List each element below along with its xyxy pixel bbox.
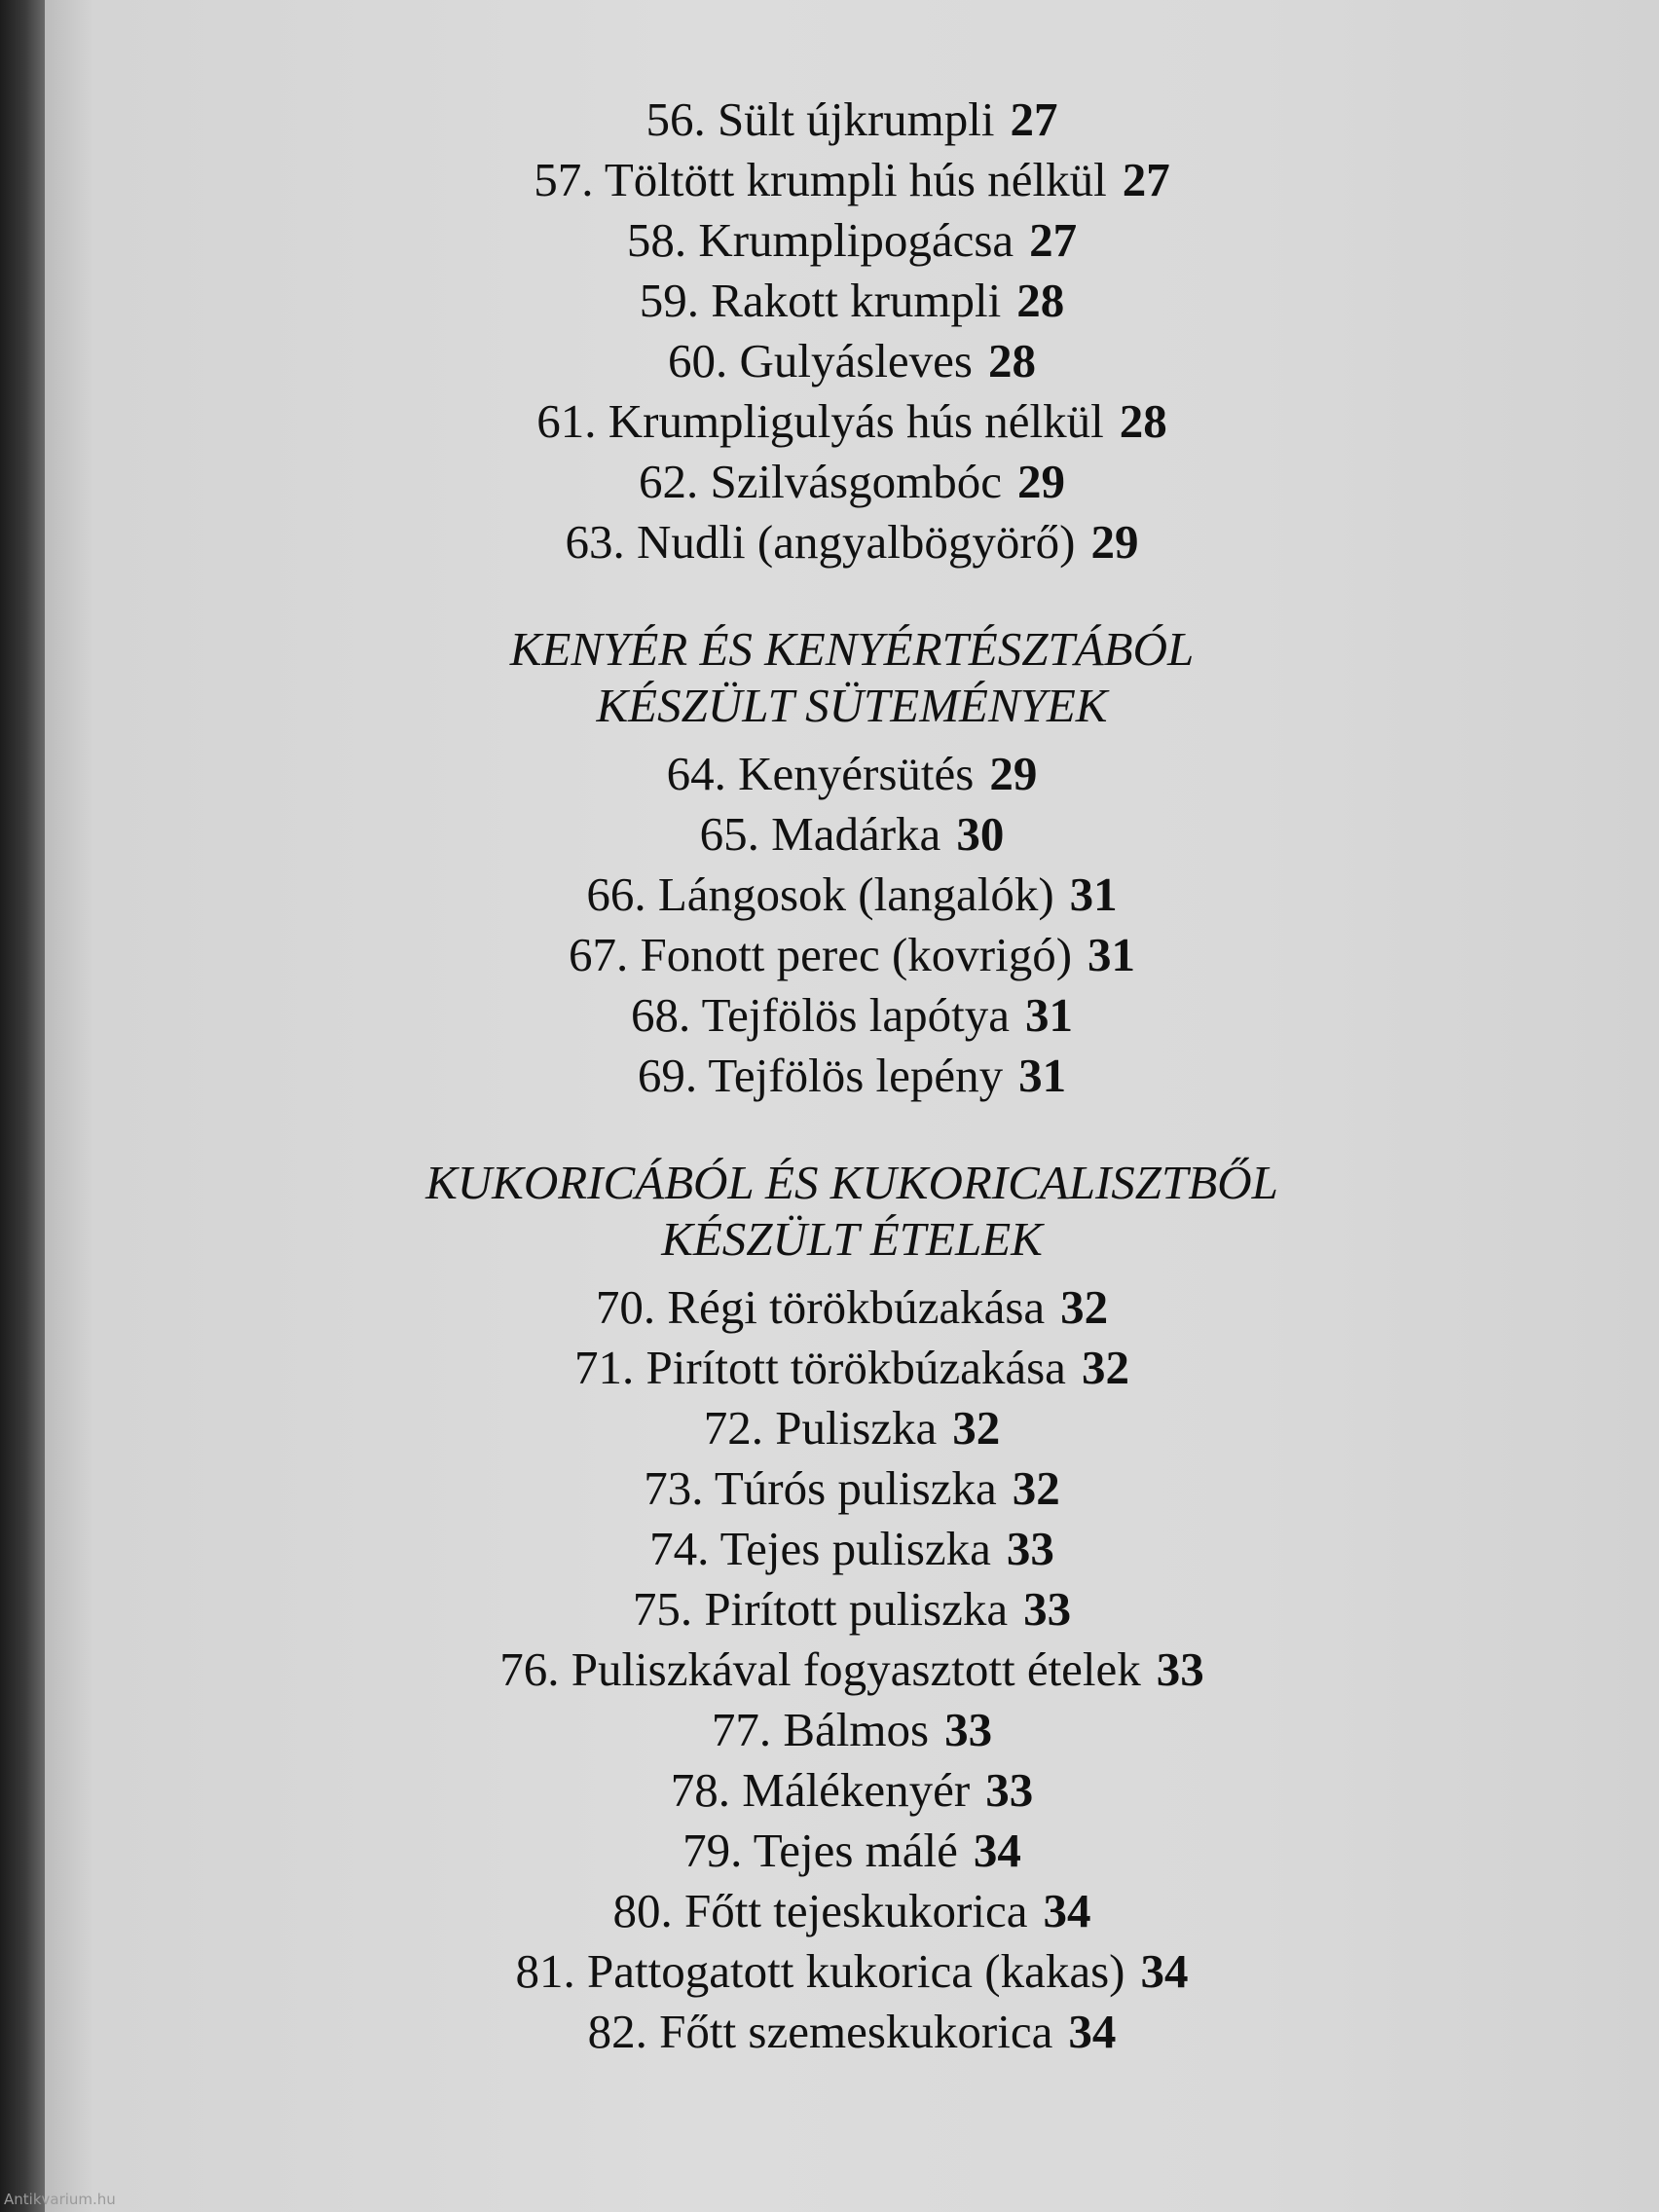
toc-entry [45,985,1659,1046]
toc-entry-page: 27 [1010,92,1058,146]
toc-entry-page: 31 [1018,1049,1067,1102]
toc-entry-title: 58. Krumplipogácsa [626,213,1014,267]
toc-entry-title: 64. Kenyérsütés [666,747,975,800]
toc-entry-title: 61. Krumpligulyás hús nélkül [536,394,1104,448]
section-heading-line: KENYÉR ÉS KENYÉRTÉSZTÁBÓL [509,622,1195,676]
toc-entry-title: 75. Pirított puliszka [632,1582,1009,1636]
toc-entry [45,804,1659,865]
toc-entry-page: 32 [1012,1461,1060,1515]
toc-entry [45,1760,1659,1821]
toc-entry-title: 81. Pattogatott kukorica (kakas) [515,1944,1125,1998]
toc-entry [45,1277,1659,1338]
toc-entry-title: 56. Sült újkrumpli [645,92,995,146]
toc-group-corn [45,1277,1659,2062]
toc-entry-title: 69. Tejfölös lepény [637,1049,1004,1102]
toc-entry-title: 74. Tejes puliszka [649,1522,991,1575]
toc-entry-page: 32 [952,1401,1001,1455]
toc-entry-page: 29 [1090,515,1139,569]
toc-entry-title: 78. Málékenyér [670,1763,971,1817]
toc-entry [45,2002,1659,2062]
toc-entry-page: 31 [1088,928,1136,981]
toc-entry-title: 80. Főtt tejeskukorica [612,1884,1028,1937]
toc-entry [45,865,1659,925]
toc-group-potatoes [45,90,1659,572]
toc-entry [45,391,1659,452]
toc-entry-title: 66. Lángosok (langalók) [586,867,1054,921]
toc-entry-page: 34 [1068,2005,1117,2058]
toc-entry [45,512,1659,572]
toc-entry [45,1821,1659,1881]
toc-entry [45,1046,1659,1106]
toc-entry-page: 27 [1029,213,1078,267]
toc-entry-title: 82. Főtt szemeskukorica [587,2005,1053,2058]
toc-entry [45,331,1659,391]
toc-entry [45,1941,1659,2002]
toc-entry-title: 77. Bálmos [711,1703,930,1756]
toc-entry-page: 33 [1023,1582,1072,1636]
toc-entry-title: 59. Rakott krumpli [639,274,1002,327]
toc-entry-title: 79. Tejes málé [682,1824,958,1877]
section-heading-corn [45,1155,1659,1268]
toc-entry-title: 65. Madárka [699,807,941,861]
section-heading-line: KÉSZÜLT ÉTELEK [661,1212,1043,1266]
toc-entry-page: 34 [1043,1884,1091,1937]
toc-group-bread [45,744,1659,1106]
section-heading-line: KÉSZÜLT SÜTEMÉNYEK [596,679,1108,732]
toc-entry [45,1881,1659,1941]
toc-entry-page: 30 [956,807,1005,861]
book-spine [0,0,45,2212]
toc-entry-page: 29 [1016,455,1065,508]
toc-entry-page: 28 [988,334,1036,387]
toc-entry [45,452,1659,512]
toc-entry-page: 31 [1069,867,1118,921]
toc-entry-page: 33 [944,1703,993,1756]
toc-entry [45,744,1659,804]
toc-entry-page: 27 [1122,153,1170,206]
toc-entry-title: 76. Puliszkával fogyasztott ételek [499,1642,1141,1696]
book-page [45,0,1659,2212]
toc-entry-title: 73. Túrós puliszka [644,1461,997,1515]
toc-entry-page: 31 [1024,988,1073,1042]
toc-entry [45,90,1659,150]
toc-entry [45,1640,1659,1700]
toc-entry-title: 67. Fonott perec (kovrigó) [568,928,1073,981]
toc-entry-page: 32 [1060,1280,1109,1334]
toc-entry-title: 70. Régi törökbúzakása [595,1280,1046,1334]
toc-entry [45,925,1659,985]
toc-entry-title: 68. Tejfölös lapótya [631,988,1010,1042]
toc-entry-page: 33 [1156,1642,1204,1696]
toc-entry-page: 34 [973,1824,1021,1877]
toc-entry-page: 33 [1006,1522,1054,1575]
toc-entry-page: 34 [1140,1944,1189,1998]
table-of-contents [45,90,1659,2062]
toc-entry [45,1700,1659,1760]
toc-entry-title: 57. Töltött krumpli hús nélkül [534,153,1107,206]
toc-entry-page: 32 [1081,1341,1129,1394]
toc-entry-page: 28 [1119,394,1167,448]
toc-entry [45,271,1659,331]
toc-entry-page: 33 [985,1763,1034,1817]
section-heading-bread [45,621,1659,734]
toc-entry-title: 71. Pirított törökbúzakása [574,1341,1066,1394]
watermark: Antikvarium.hu [4,2191,116,2208]
toc-entry-page: 29 [989,747,1038,800]
toc-entry [45,1338,1659,1398]
toc-entry-title: 62. Szilvásgombóc [639,455,1002,508]
toc-entry [45,150,1659,210]
toc-entry [45,210,1659,271]
toc-entry-title: 63. Nudli (angyalbögyörő) [565,515,1076,569]
toc-entry [45,1519,1659,1579]
section-heading-line: KUKORICÁBÓL ÉS KUKORICALISZTBŐL [425,1156,1278,1209]
toc-entry [45,1458,1659,1519]
toc-entry-title: 60. Gulyásleves [668,334,973,387]
toc-entry-title: 72. Puliszka [703,1401,938,1455]
toc-entry-page: 28 [1016,274,1065,327]
toc-entry [45,1579,1659,1640]
toc-entry [45,1398,1659,1458]
